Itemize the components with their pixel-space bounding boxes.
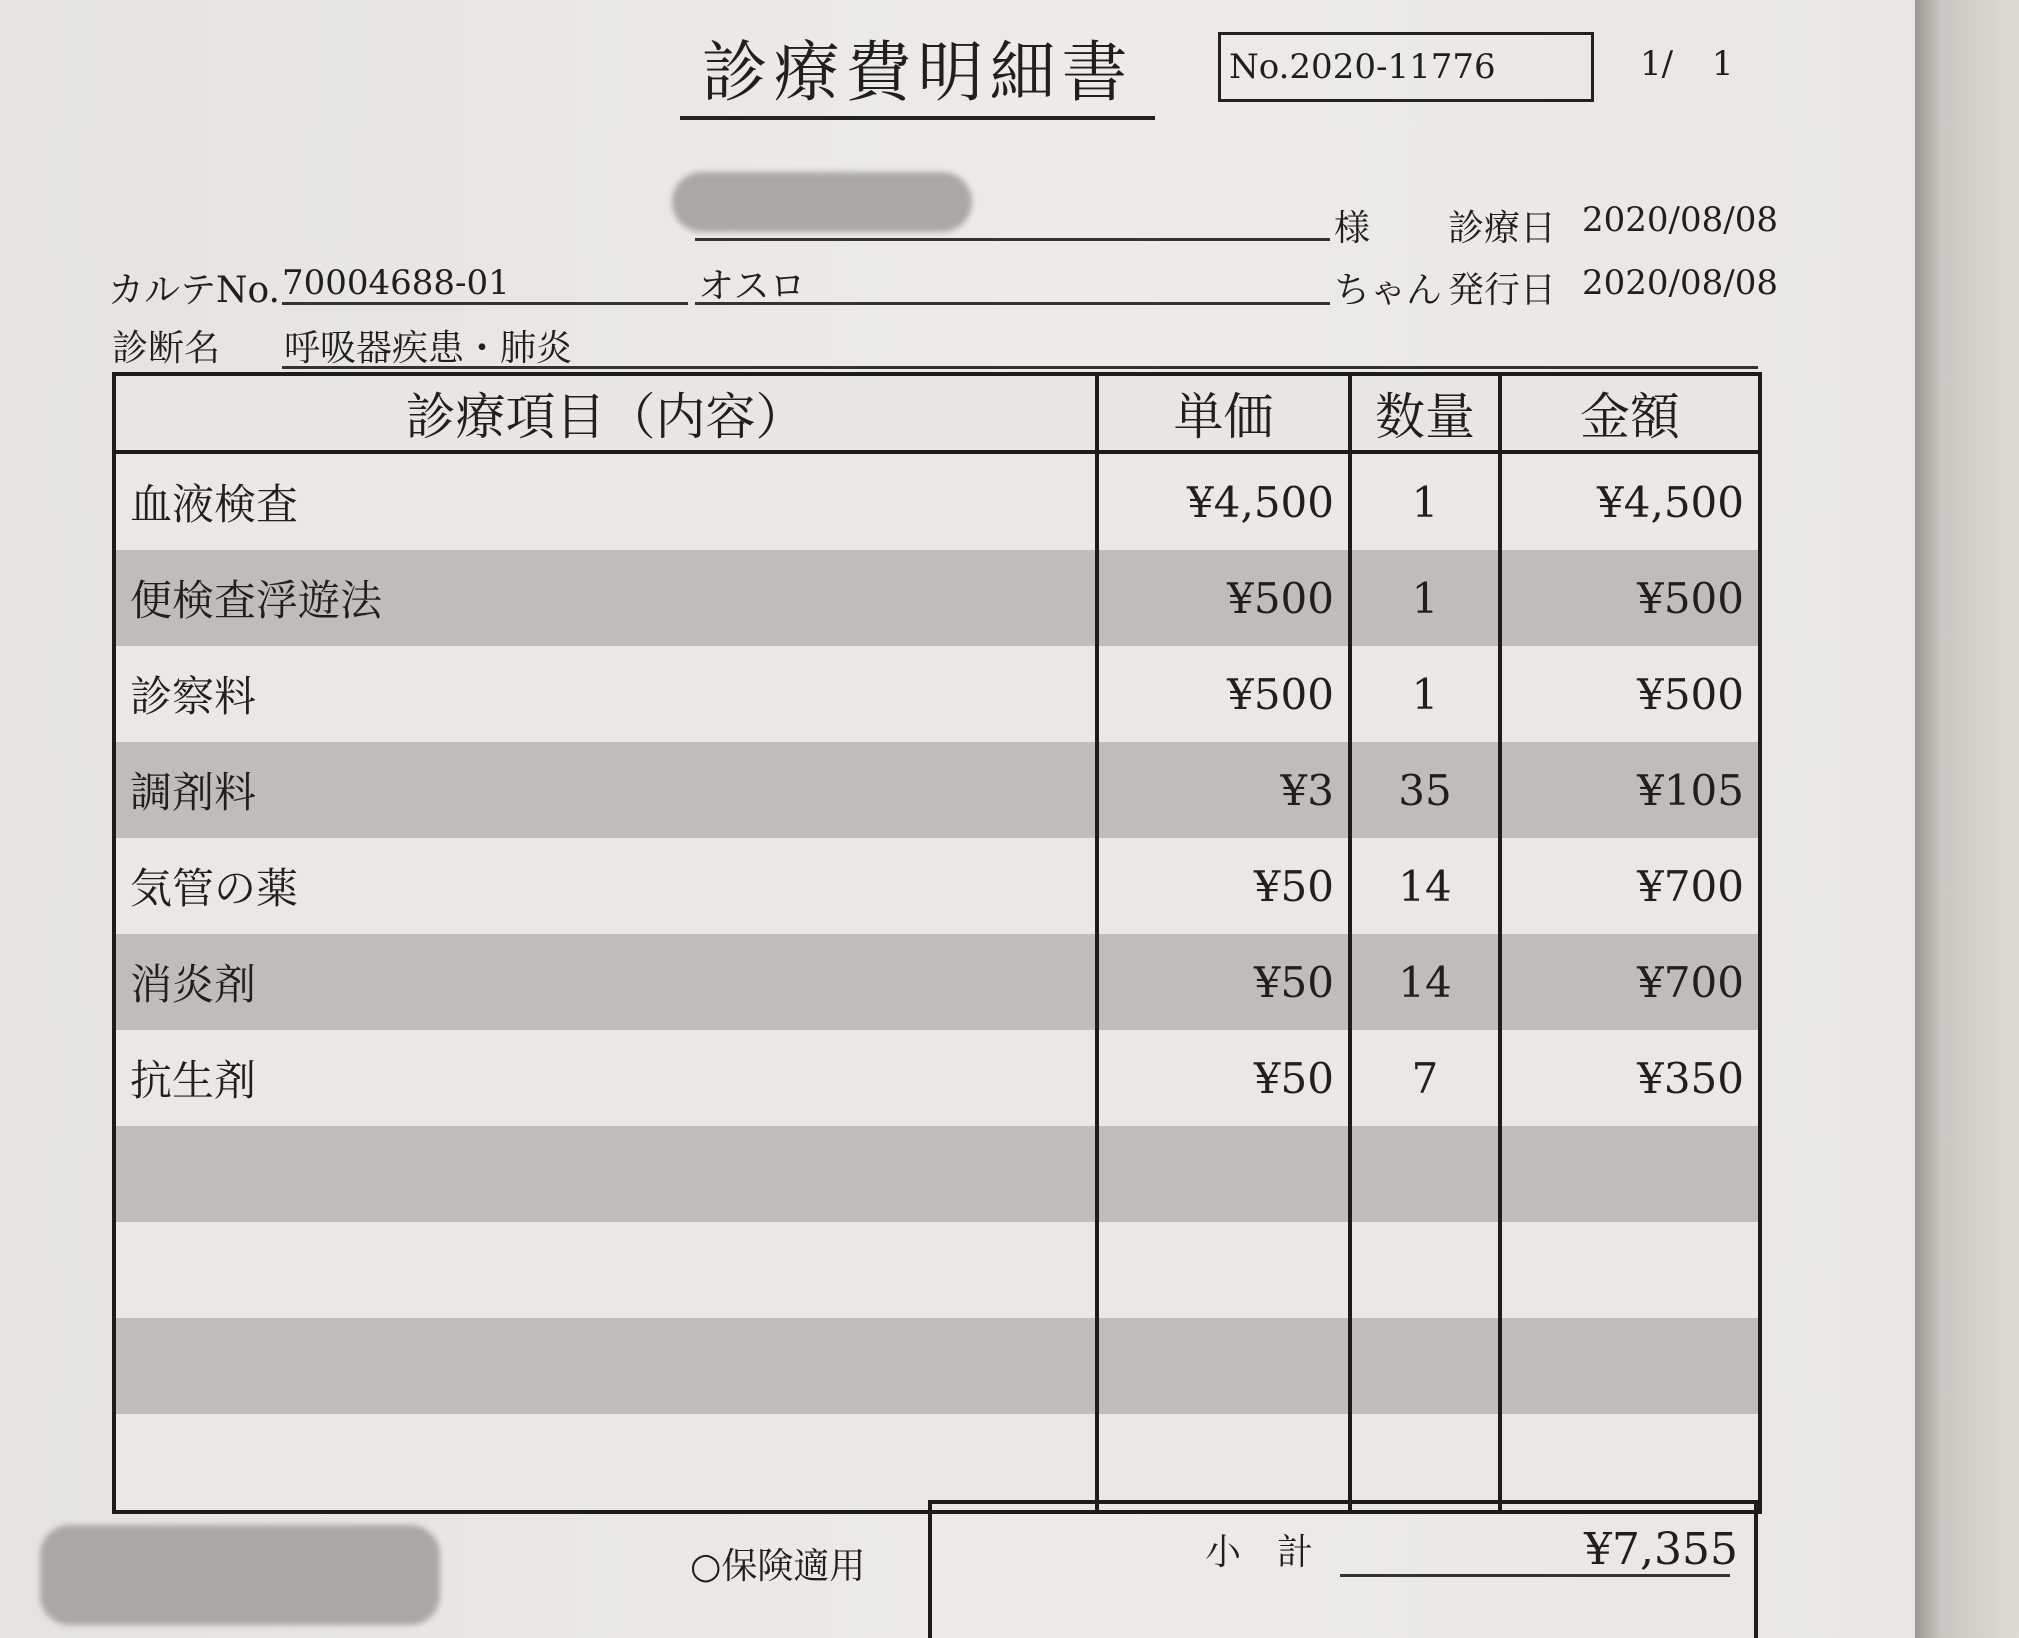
header-amount: 金額 — [1500, 374, 1760, 452]
subtotal-box-top — [928, 1500, 1758, 1504]
chart-number-line — [282, 302, 688, 305]
redacted-clinic-stamp — [40, 1525, 440, 1625]
header-unit-price: 単価 — [1097, 374, 1350, 452]
unit-price: ¥50 — [1097, 838, 1350, 934]
table-header-row — [114, 374, 1760, 452]
pet-name-line — [695, 302, 1330, 305]
amount: ¥700 — [1500, 934, 1760, 1030]
table-row — [114, 934, 1760, 1030]
amount: ¥350 — [1500, 1030, 1760, 1126]
issue-date: 2020/08/08 — [1582, 263, 1778, 303]
item-name: 便検査浮遊法 — [114, 550, 1097, 646]
table-row-empty — [114, 1414, 1760, 1512]
table-row — [114, 1030, 1760, 1126]
amount: ¥4,500 — [1500, 452, 1760, 550]
chart-number-label: カルテNo. — [108, 270, 280, 311]
quantity: 1 — [1350, 452, 1500, 550]
subtotal-box-left — [928, 1500, 932, 1638]
table-row-empty — [114, 1318, 1760, 1414]
table-row-empty — [114, 1126, 1760, 1222]
item-name: 抗生剤 — [114, 1030, 1097, 1126]
header-quantity: 数量 — [1350, 374, 1500, 452]
subtotal-value: ¥7,355 — [1584, 1524, 1738, 1575]
pet-suffix: ちゃん — [1334, 270, 1443, 311]
item-name: 気管の薬 — [114, 838, 1097, 934]
item-name: 診察料 — [114, 646, 1097, 742]
quantity: 14 — [1350, 838, 1500, 934]
document-title: 診療費明細書 — [680, 30, 1155, 120]
items-table — [112, 372, 1762, 1514]
table-row — [114, 550, 1760, 646]
visit-date: 2020/08/08 — [1582, 200, 1778, 240]
quantity: 7 — [1350, 1030, 1500, 1126]
unit-price: ¥4,500 — [1097, 452, 1350, 550]
item-name: 消炎剤 — [114, 934, 1097, 1030]
issue-date-label: 発行日 — [1448, 270, 1557, 311]
unit-price: ¥500 — [1097, 646, 1350, 742]
table-row — [114, 646, 1760, 742]
table-row — [114, 742, 1760, 838]
unit-price: ¥3 — [1097, 742, 1350, 838]
item-name: 血液検査 — [114, 452, 1097, 550]
diagnosis-value: 呼吸器疾患・肺炎 — [284, 328, 573, 369]
table-row — [114, 452, 1760, 550]
subtotal-label: 小 計 — [1205, 1532, 1314, 1573]
amount: ¥700 — [1500, 838, 1760, 934]
owner-name-line — [695, 238, 1330, 241]
item-name: 調剤料 — [114, 742, 1097, 838]
table-row — [114, 838, 1760, 934]
page-current: 1/ — [1640, 44, 1674, 84]
quantity: 14 — [1350, 934, 1500, 1030]
subtotal-box-right — [1754, 1500, 1758, 1638]
header-item: 診療項目（内容） — [114, 374, 1097, 452]
pet-name: オスロ — [698, 266, 806, 307]
diagnosis-label: 診断名 — [112, 328, 221, 369]
chart-number: 70004688-01 — [282, 263, 510, 303]
quantity: 35 — [1350, 742, 1500, 838]
document-number: No.2020-11776 — [1218, 32, 1594, 102]
background-shadow — [1915, 0, 2019, 1638]
amount: ¥105 — [1500, 742, 1760, 838]
insurance-label: ○保険適用 — [690, 1546, 866, 1587]
table-row-empty — [114, 1222, 1760, 1318]
redacted-owner-name — [672, 172, 972, 232]
amount: ¥500 — [1500, 550, 1760, 646]
unit-price: ¥50 — [1097, 934, 1350, 1030]
visit-date-label: 診療日 — [1448, 208, 1557, 249]
page-indicator — [1640, 44, 1734, 84]
honorific: 様 — [1334, 208, 1371, 249]
quantity: 1 — [1350, 550, 1500, 646]
subtotal-line — [1340, 1574, 1730, 1577]
page-total: 1 — [1711, 44, 1734, 84]
quantity: 1 — [1350, 646, 1500, 742]
diagnosis-line — [282, 366, 1758, 369]
unit-price: ¥50 — [1097, 1030, 1350, 1126]
unit-price: ¥500 — [1097, 550, 1350, 646]
amount: ¥500 — [1500, 646, 1760, 742]
